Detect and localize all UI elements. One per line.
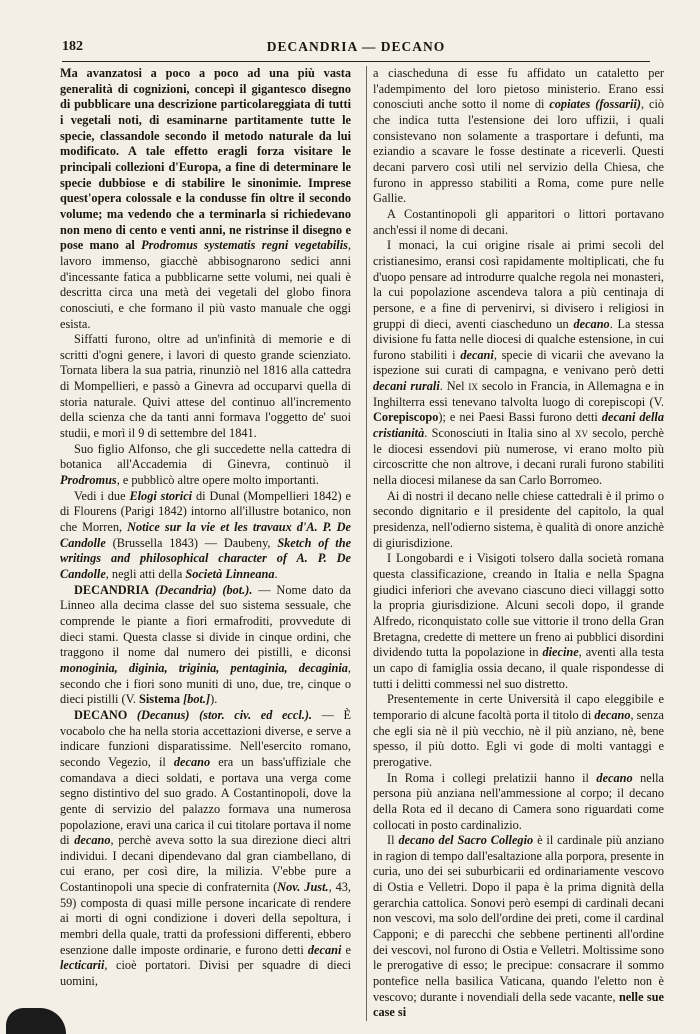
text: , secondo che i fiori sono muniti di uno, due, tre, cinque o dieci pistilli (V. — [60, 660, 351, 707]
bold-text: Ma avanzatosi a poco a poco ad una più vasta generalità di cognizioni, concepì il gigantesco disegno di pubblicare una descrizione particolareggiata di tutti i vegetali noti, di esaminarne partitamente tutte le specie, classandole secondo il metodo naturale da lui modificato. A tale effetto eragli forza visitare le principali collezioni d'Europa, a fine di determinare le specie dubbiose e di stabilire le sinonimie. Imprese quest'opera colossale e la condusse fin oltre il secondo volume; ma vedendo che a terminarla si richiedevano non meno di cento e venti anni, ne ristrinse il disegno e pose mano al — [60, 66, 351, 253]
italic-text: lecticarii — [60, 958, 105, 973]
text: In Roma i collegi prelatizii hanno il — [387, 770, 589, 785]
paragraph — [373, 833, 664, 1021]
italic-text: decano — [173, 754, 211, 769]
entry-decandria — [60, 583, 351, 708]
text: , aventi alla testa un capo di famiglia ossia decano, il quale rispondesse di tutti i delitti commessi nel suo distretto. — [373, 645, 664, 691]
century-numeral: xv — [575, 426, 589, 441]
cross-reference-tag: [bot.] — [183, 692, 211, 707]
text: secolo in Francia, in Allemagna e in Inghilterra essi tenevano talvolta luogo di corepiscopi (V. — [373, 379, 665, 409]
entry-latin: (Decandria) — [155, 582, 217, 597]
column-divider — [366, 66, 367, 1021]
text: secolo, perchè le diocesi essendovi più numerose, vi erano molto più circoscritte che non altrove, i decani rurali furono stabiliti nella diocesi milanese da san Carlo Borromeo. — [373, 426, 664, 488]
text: , ciò che indica tutta l'estensione dei loro uffizii, i quali consistevano non solamente a trasportare i defunti, ma eziandio a scavare le fosse destinate a riceverli. Questi decani parvero così utili nel servizio della Chiesa, che furono in appresso stabiliti a Roma, come pure nelle Gallie. — [373, 97, 665, 206]
work-title: Notice sur la vie et les travaux d'A. P. De Candolle — [60, 520, 352, 550]
italic-text: Nov. Just. — [277, 880, 329, 895]
paragraph: A Costantinopoli gli apparitori o littori portavano anch'essi il nome di decani. — [373, 206, 664, 237]
paragraph — [373, 551, 664, 692]
italic-text: decani della cristianità — [373, 410, 664, 441]
cross-reference: Sistema — [139, 692, 181, 707]
text: I Longobardi e i Visigoti tolsero dalla società romana questa classificazione, creando in Italia e nella Spagna giudici inferiori che avevano ciascuno dieci villaggi sotto la propria giurisdizione. Alcuni secoli dopo, il grande Alfredo, riconquistato colle sue vittorie il trono della Gran Bretagna, credette di mettere un freno ai pubblici disordini dividendo tutta la popolazione in — [373, 551, 664, 660]
italic-text: decano — [594, 707, 631, 722]
text: , specie di vicarii che avevano la ispezione sui curati di campagna, e venivano però detti — [373, 347, 664, 378]
page-number: 182 — [62, 39, 83, 54]
paragraph — [373, 66, 664, 207]
text: — È vocabolo che ha nella storia accettazioni diverse, e serve a indicare funzioni disparatissime. Nell'esercito romano, secondo Vegezio, il — [60, 707, 351, 769]
entry-latin: (Decanus) — [136, 707, 190, 722]
scan-edge-shadow — [6, 1008, 66, 1034]
century-numeral: ix — [468, 379, 478, 394]
text: di Dunal (Mompellieri 1842) e di Flourens (Parigi 1842) intorno all'illustre botanico, non che Morren, — [60, 488, 351, 535]
italic-text: monoginia, diginia, triginia, pentaginia, decaginia — [60, 660, 348, 675]
italic-text: decani — [460, 347, 494, 362]
text: ). — [210, 692, 218, 707]
text: e — [345, 942, 351, 957]
text: , lavoro immenso, giacchè abbisognarono sedici anni d'incessante fatica a pubblicarne sette volumi, nei quali è descritta circa una metà dei vegetali del globo finora conosciuti, e che formano il più vasto manuale che oggi esista. — [60, 238, 352, 331]
text: Vedi i due — [74, 488, 126, 503]
paragraph — [373, 238, 664, 489]
paragraph: Ai dì nostri il decano nelle chiese cattedrali è il primo o secondo dignitario e il presidente del capitolo, la qual presidenza, nell'odierno sistema, è qualità di onore anzichè di giurisdizione. — [373, 488, 664, 550]
text: Suo figlio Alfonso, che gli succedette nella cattedra di botanica all'Accademia di Ginevra, continuò il — [60, 441, 351, 472]
text: a ciascheduna di esse fu affidato un cataletto per l'adempimento del loro pietoso ministerio. Erano essi conosciuti anche sotto il nome di — [373, 66, 664, 112]
work-title: Prodromus systematis regni vegetabilis — [141, 238, 348, 253]
entry-headword: DECANO — [74, 707, 128, 722]
entry-decano — [60, 708, 351, 990]
text: Presentemente in certe Università il capo eleggibile e temporario di alcune facoltà porta il titolo di — [373, 692, 664, 722]
page-header — [62, 37, 650, 57]
italic-text: decano — [74, 833, 111, 848]
text: . La stessa divisione fu fatta nelle diocesi di qualche estensione, in cui furono stabiliti i — [373, 316, 664, 362]
text: , cioè portatori. Divisi per squadre di dieci uomini, — [60, 958, 351, 989]
text: (Brussella 1843) — Daubeny, — [112, 535, 271, 550]
text: , perchè aveva sotto la sua direzione dieci altri individui. I decani dipendevano dal gran ciambellano, di cui erano, per così dire, la milizia. V'ebbe pure a Costantinopoli una specie di confraternita ( — [60, 833, 352, 895]
right-column — [373, 66, 664, 1021]
text: . Sconosciuti in Italia sino al — [424, 426, 571, 441]
running-head: DECANDRIA — DECANO — [266, 39, 446, 54]
italic-text: decano — [573, 316, 610, 331]
text: — Nome dato da Linneo alla decima classe del suo sistema sessuale, che comprende le piante a fiori ermafroditi, provvedute di dieci stami. Questa classe si divide in cinque ordini, che traggono il nome dal numero dei pistilli, e diconsi — [60, 582, 351, 660]
header-rule — [62, 61, 650, 62]
paragraph: Siffatti furono, oltre ad un'infinità di memorie e di scritti d'ogni genere, i lavori di questo grande scienziato. Tornata libera la sua patria, rinunziò nel 1816 alla cattedra di Mompellieri, e passò a Ginevra ad occuparvi quella di storia naturale. Quivi attese del continuo all'incremento della scienza che da tanti anni formava l'oggetto de' suoi studii, e morì il 9 di settembre del 1841. — [60, 332, 351, 441]
work-title: Prodromus — [60, 473, 117, 488]
text: , e pubblicò altre opere molto importanti. — [116, 473, 319, 488]
text: nella persona più anziana nell'ammessione al corpo; il decano della Rota ed il decano di Camera sono riguardati come collocati in posto cardinalizio. — [373, 770, 665, 832]
paragraph — [60, 489, 351, 583]
paragraph — [60, 442, 351, 489]
text: ); e nei Paesi Bassi furono detti — [438, 410, 598, 425]
italic-text: copiates (fossarii) — [549, 97, 641, 112]
work-title: Sketch of the writings and philosophical character of A. P. De Candolle — [60, 535, 352, 581]
text: Il — [387, 833, 395, 848]
text: . — [274, 567, 278, 581]
italic-text: decani rurali — [373, 379, 440, 394]
paragraph — [60, 66, 351, 332]
paragraph — [373, 771, 664, 834]
text: , negli atti della — [105, 567, 183, 581]
cross-reference: Corepiscopo — [373, 410, 439, 425]
work-title: Società Linneana — [185, 567, 275, 581]
text: è il cardinale più anziano in ragion di tempo dall'esaltazione alla porpora, presente in curia, uno dei sei suburbicarii ed ordinariamente vescovo di Ostia e Velletri. Dopo il papa è la prima dignità della gerarchia cattolica. Sonovi però esempi di cardinali decani non vescovi, ma solo dell'ordine dei preti, come il cardinal Capponi; e di parecchi che sebbene pertinenti all'ordine dei vescovi, nol furono di Ostia e Velletri. Moltissime sono le prerogative di esso; le precipue: consacrare il sommo pontefice nella basilica Vaticana, quando l'eletto non è vescovo; durante i novendiali della sede vacante, — [373, 833, 665, 1004]
italic-text: diecine — [542, 645, 579, 660]
text: era un bass'uffiziale che comandava a dieci soldati, e portava una verga come segno distintivo del suo grado. A Costantinopoli, dove la gente di servizio del palazzo formava una numerosa popolazione, eravi una carica il cui titolare portava il nome di — [60, 754, 352, 848]
entry-tag: (bot.). — [222, 582, 253, 597]
paragraph — [373, 692, 664, 770]
text: . Nel — [439, 379, 465, 394]
work-title: Elogi storici — [129, 488, 193, 503]
entry-tag: (stor. civ. ed eccl.). — [199, 707, 313, 722]
italic-text: decano del Sacro Collegio — [398, 833, 534, 848]
entry-headword: DECANDRIA — [74, 582, 150, 597]
italic-text: decano — [596, 770, 633, 785]
italic-text: decani — [307, 942, 342, 957]
text: , 43, 59) composta di quasi mille persone incaricate di rendere ai morti di ogni condizione i doveri della sepoltura, i membri della quale, tratti da professioni differenti, ebbero esenzione dalle imposte ordinarie, e furono detti — [60, 880, 351, 957]
bold-text: nelle sue case si — [373, 989, 665, 1020]
left-column — [60, 66, 351, 990]
text: , senza che egli sia nè il più vecchio, nè il più anziano, nè, bene spesso, il più dotto. Egli vi gode di molti vantaggi e prerogative. — [373, 707, 664, 769]
text: I monaci, la cui origine risale ai primi secoli del cristianesimo, eransi così rapidamente moltiplicati, che fu d'uopo pensare ad introdurre qualche regola nei monasteri, la cui popolazione ascendeva talora a più centinaja di persone, e a fine di pervenirvi, si divisero i religiosi in gruppi di dieci, aventi ciascheduno un — [373, 238, 664, 331]
